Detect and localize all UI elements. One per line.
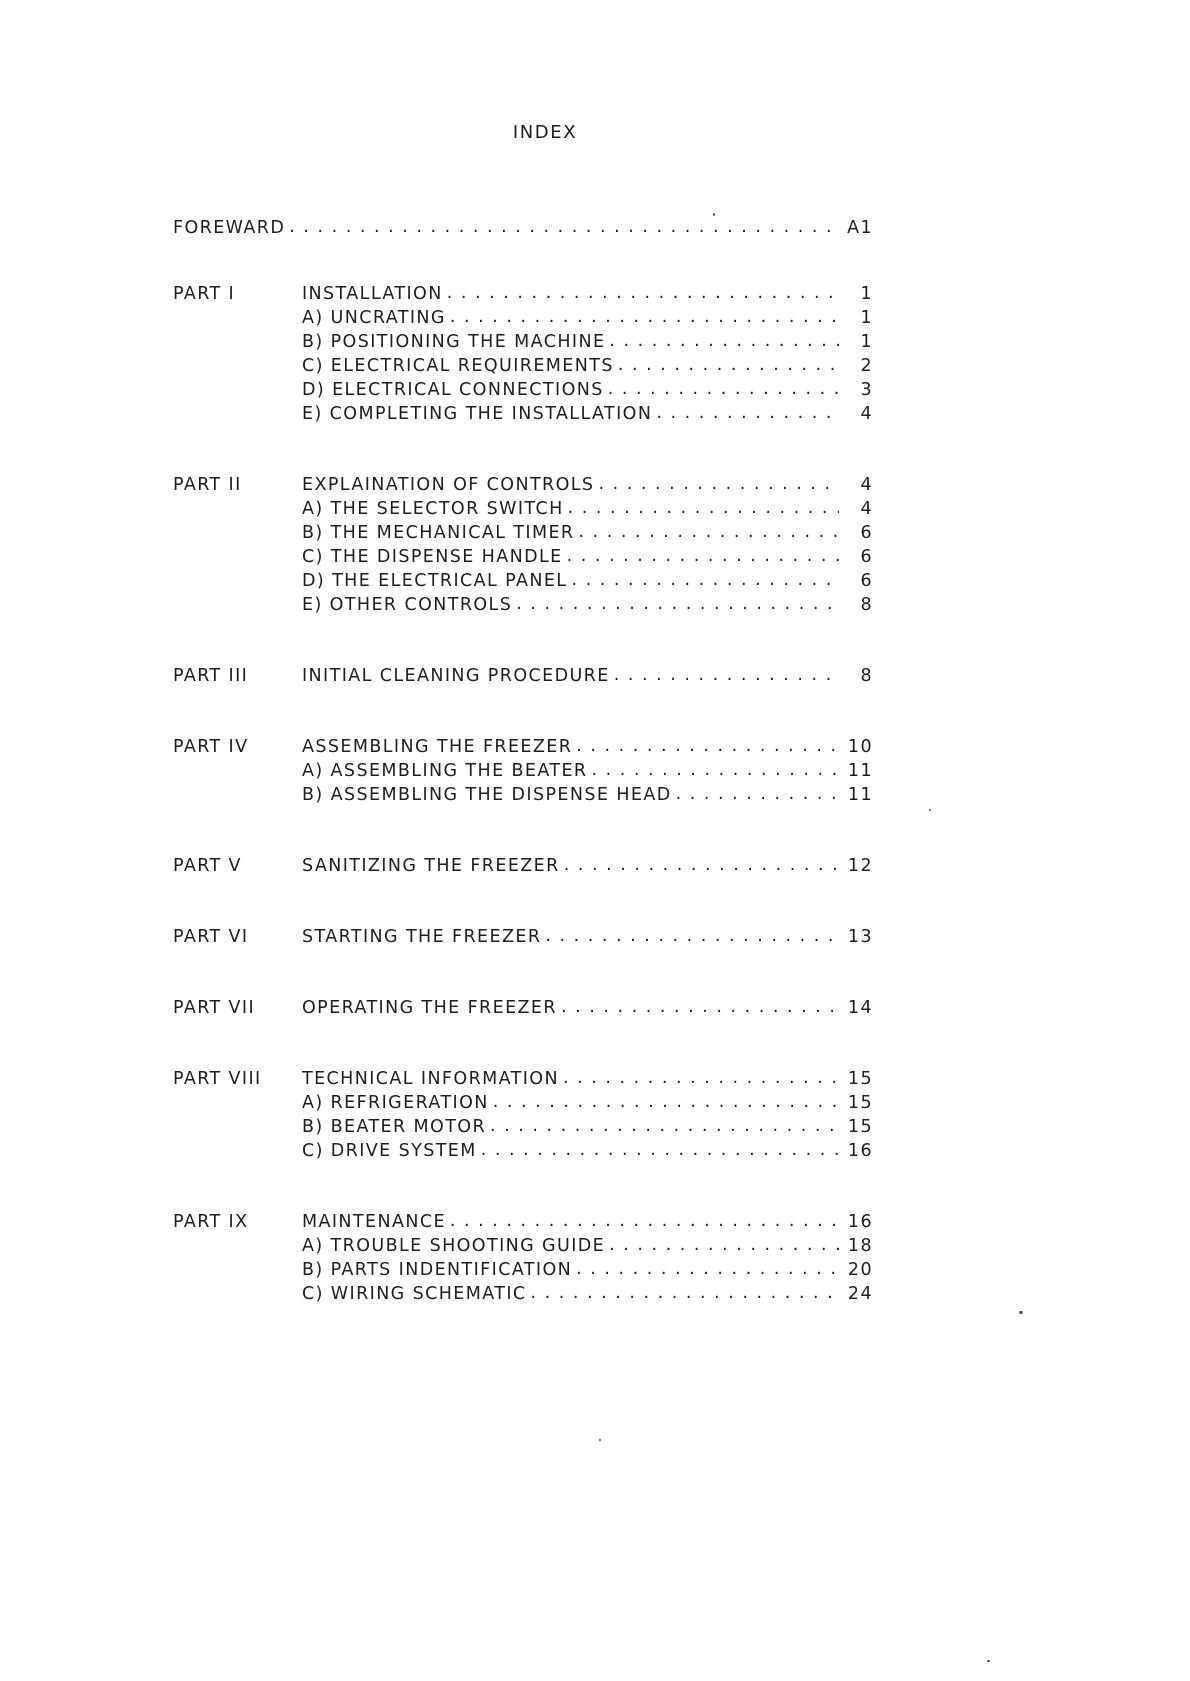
toc-section-part-iii [173,666,873,690]
dot-leader [656,403,839,423]
toc-page-number: 6 [860,571,873,591]
toc-page-number: 15 [847,1093,873,1113]
scan-speck [599,1439,601,1441]
toc-page-number: 3 [860,380,873,400]
toc-page-number: 4 [860,404,873,424]
toc-entry-text: A) THE SELECTOR SWITCH [302,499,564,519]
toc-entry [173,475,873,499]
toc-part-label: PART VI [173,927,249,947]
toc-entry-text: B) POSITIONING THE MACHINE [302,332,606,352]
toc-page-number: 11 [847,785,873,805]
dot-leader [576,736,839,756]
toc-entry [173,547,873,571]
dot-leader [545,926,839,946]
toc-part-label: PART VII [173,998,256,1018]
toc-part-label: PART III [173,666,249,686]
toc-entry [173,332,873,356]
toc-entry-text: B) ASSEMBLING THE DISPENSE HEAD [302,785,672,805]
dot-leader [516,594,839,614]
toc-page-number: 8 [860,666,873,686]
dot-leader [564,855,839,875]
dot-leader [608,379,839,399]
toc-page-number: 8 [860,595,873,615]
toc-page-number: 11 [847,761,873,781]
toc-entry [173,1093,873,1117]
toc-entry [173,785,873,809]
dot-leader [450,307,839,327]
toc-page-number: 6 [860,547,873,567]
toc-entry [173,1069,873,1093]
toc-entry [173,404,873,428]
toc-entry-text: B) THE MECHANICAL TIMER [302,523,575,543]
toc-entry-text: B) BEATER MOTOR [302,1117,487,1137]
page-title: INDEX [512,122,578,143]
toc-page-number: 20 [847,1260,873,1280]
toc-entry-text: A) UNCRATING [302,308,446,328]
toc-entry-text: MAINTENANCE [302,1212,446,1232]
toc-entry-text: INSTALLATION [302,284,443,304]
dot-leader [609,331,839,351]
toc-part-label: PART IX [173,1212,249,1232]
dot-leader [568,498,839,518]
toc-entry [173,1141,873,1165]
toc-entry-text: FOREWARD [173,218,286,238]
toc-part-label: PART II [173,475,242,495]
toc-entry [173,284,873,308]
toc-entry-text: E) OTHER CONTROLS [302,595,513,615]
toc-entry [173,595,873,619]
toc-entry [173,1212,873,1236]
toc-page-number: A1 [847,218,873,238]
toc-page-number: 13 [847,927,873,947]
toc-entry [173,761,873,785]
toc-entry [173,998,873,1022]
toc-section-part-vii [173,998,873,1022]
toc-entry [173,1236,873,1260]
toc-entry [173,856,873,880]
toc-entry [173,499,873,523]
toc-entry-text: A) ASSEMBLING THE BEATER [302,761,588,781]
toc-part-label: PART VIII [173,1069,262,1089]
toc-entry [173,927,873,951]
toc-entry [173,1284,873,1308]
toc-section-part-ii [173,475,873,619]
dot-leader [447,283,839,303]
toc-entry [173,1260,873,1284]
toc-part-label: PART IV [173,737,249,757]
dot-leader [563,1068,839,1088]
toc-page-number: 18 [847,1236,873,1256]
dot-leader [676,784,839,804]
toc-entry-text: B) PARTS INDENTIFICATION [302,1260,573,1280]
toc-section-part-vi [173,927,873,951]
scan-speck [1019,1311,1023,1314]
toc-section-part-ix [173,1212,873,1308]
toc-entry [173,308,873,332]
toc-part-label: PART V [173,856,242,876]
toc-entry-text: TECHNICAL INFORMATION [302,1069,559,1089]
toc-page-number: 2 [860,356,873,376]
toc-entry [173,523,873,547]
toc-entry-text: ASSEMBLING THE FREEZER [302,737,573,757]
dot-leader [598,474,839,494]
toc-section-part-viii [173,1069,873,1165]
toc-entry [173,356,873,380]
toc-part-label: PART I [173,284,236,304]
toc-section-part-v [173,856,873,880]
toc-entry-text: A) TROUBLE SHOOTING GUIDE [302,1236,606,1256]
dot-leader [450,1211,839,1231]
toc-page-number: 14 [847,998,873,1018]
dot-leader [609,1235,839,1255]
toc-page-number: 15 [847,1069,873,1089]
dot-leader [618,355,839,375]
toc-entry-text: C) DRIVE SYSTEM [302,1141,477,1161]
toc-page-number: 24 [847,1284,873,1304]
toc-page-number: 10 [847,737,873,757]
toc-entry [173,666,873,690]
toc-page-number: 16 [847,1212,873,1232]
toc-entry-text: E) COMPLETING THE INSTALLATION [302,404,653,424]
toc-entry [173,1117,873,1141]
toc-entry-text: STARTING THE FREEZER [302,927,542,947]
dot-leader [571,570,839,590]
toc-entry-text: EXPLAINATION OF CONTROLS [302,475,595,495]
toc-entry-text: A) REFRIGERATION [302,1093,489,1113]
scan-speck [713,213,715,216]
dot-leader [531,1283,839,1303]
toc-entry [173,380,873,404]
toc-entry-text: D) ELECTRICAL CONNECTIONS [302,380,604,400]
toc-page-number: 4 [860,499,873,519]
toc-entry-text: C) THE DISPENSE HANDLE [302,547,563,567]
toc-entry-text: D) THE ELECTRICAL PANEL [302,571,568,591]
dot-leader [592,760,840,780]
toc-entry-text: OPERATING THE FREEZER [302,998,557,1018]
dot-leader [579,522,840,542]
toc-page-number: 1 [860,308,873,328]
toc-entry-foreward [173,218,873,242]
toc-page-number: 1 [860,284,873,304]
table-of-contents [173,218,873,1355]
toc-page-number: 6 [860,523,873,543]
dot-leader [289,217,839,237]
scan-speck [987,1660,990,1662]
toc-page-number: 16 [847,1141,873,1161]
scan-speck [929,809,931,811]
dot-leader [490,1116,839,1136]
toc-entry-text: C) WIRING SCHEMATIC [302,1284,527,1304]
dot-leader [481,1140,839,1160]
toc-entry-text: SANITIZING THE FREEZER [302,856,560,876]
toc-section-part-i [173,284,873,428]
toc-entry [173,737,873,761]
dot-leader [614,665,839,685]
toc-section-part-iv [173,737,873,809]
toc-page-number: 12 [847,856,873,876]
toc-page-number: 15 [847,1117,873,1137]
toc-page-number: 4 [860,475,873,495]
toc-page-number: 1 [860,332,873,352]
dot-leader [576,1259,839,1279]
dot-leader [567,546,839,566]
toc-entry-text: INITIAL CLEANING PROCEDURE [302,666,610,686]
dot-leader [561,997,839,1017]
toc-entry [173,571,873,595]
dot-leader [493,1092,839,1112]
toc-entry-text: C) ELECTRICAL REQUIREMENTS [302,356,614,376]
